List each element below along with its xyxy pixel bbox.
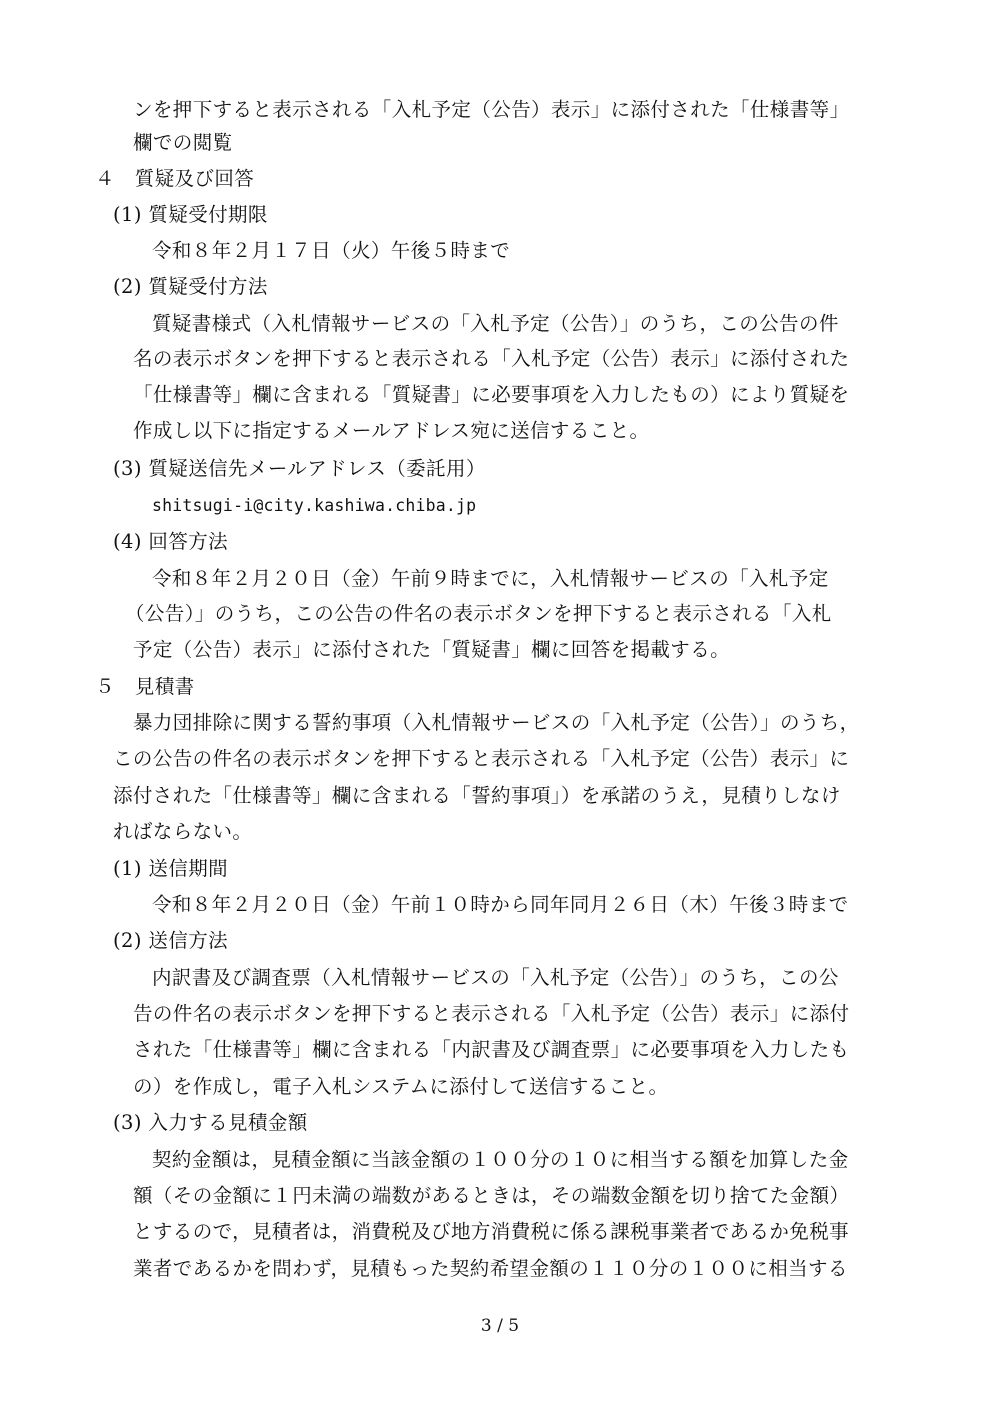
- section-5-2-body-line: された「仕様書等」欄に含まれる「内訳書及び調査票」に必要事項を入力したも: [133, 1038, 850, 1061]
- section-4-1-body: 令和８年２月１７日（火）午後５時まで: [152, 239, 511, 262]
- section-4-2-body-line: 質疑書様式（入札情報サービスの「入札予定（公告）」のうち，この公告の件: [152, 312, 839, 335]
- section-4-4-body-line: 令和８年２月２０日（金）午前９時までに，入札情報サービスの「入札予定: [152, 567, 829, 590]
- section-4-1-heading: (1) 質疑受付期限: [113, 203, 268, 226]
- section-5-body-line: 添付された「仕様書等」欄に含まれる「誓約事項」）を承諾のうえ，見積りしなけ: [113, 784, 841, 807]
- section-5-heading: ５ 見積書: [95, 675, 195, 698]
- section-5-body-line: ればならない。: [113, 820, 253, 843]
- section-5-2-body-line: 告の件名の表示ボタンを押下すると表示される「入札予定（公告）表示」に添付: [133, 1002, 850, 1025]
- section-5-3-heading: (3) 入力する見積金額: [113, 1111, 308, 1134]
- section-5-2-heading: (2) 送信方法: [113, 929, 229, 952]
- inquiry-email-address: shitsugi-i@city.kashiwa.chiba.jp: [152, 496, 477, 515]
- section-5-body-line: この公告の件名の表示ボタンを押下すると表示される「入札予定（公告）表示」に: [113, 747, 850, 770]
- section-5-1-heading: (1) 送信期間: [113, 857, 229, 880]
- section-5-1-body: 令和８年２月２０日（金）午前１０時から同年同月２６日（木）午後３時まで: [152, 893, 849, 916]
- section-4-4-heading: (4) 回答方法: [113, 530, 229, 553]
- section-4-3-heading: (3) 質疑送信先メールアドレス（委託用）: [113, 457, 486, 480]
- page-number: 3 / 5: [480, 1316, 520, 1336]
- intro-line-2: 欄での閲覧: [133, 131, 233, 154]
- section-5-3-body-line: 業者であるかを問わず，見積もった契約希望金額の１１０分の１００に相当する: [133, 1257, 848, 1280]
- section-4-heading: ４ 質疑及び回答: [95, 167, 255, 190]
- section-4-2-heading: (2) 質疑受付方法: [113, 275, 268, 298]
- section-4-2-body-line: 「仕様書等」欄に含まれる「質疑書」に必要事項を入力したもの）により質疑を: [133, 383, 850, 406]
- section-4-4-body-line: （公告）」のうち，この公告の件名の表示ボタンを押下すると表示される「入札: [125, 602, 832, 625]
- section-4-4-body-line: 予定（公告）表示」に添付された「質疑書」欄に回答を掲載する。: [133, 638, 731, 661]
- section-4-2-body-line: 作成し以下に指定するメールアドレス宛に送信すること。: [133, 419, 650, 442]
- section-4-2-body-line: 名の表示ボタンを押下すると表示される「入札予定（公告）表示」に添付された: [133, 347, 850, 370]
- section-5-body-line: 暴力団排除に関する誓約事項（入札情報サービスの「入札予定（公告）」のうち，: [133, 711, 860, 734]
- section-5-2-body-line: の）を作成し，電子入札システムに添付して送信すること。: [133, 1075, 669, 1098]
- section-5-3-body-line: 契約金額は，見積金額に当該金額の１００分の１０に相当する額を加算した金: [152, 1148, 849, 1171]
- section-5-3-body-line: 額（その金額に１円未満の端数があるときは，その端数金額を切り捨てた金額）: [133, 1184, 850, 1207]
- section-5-2-body-line: 内訳書及び調査票（入札情報サービスの「入札予定（公告）」のうち，この公: [152, 966, 839, 989]
- intro-line-1: ンを押下すると表示される「入札予定（公告）表示」に添付された「仕様書等」: [133, 98, 850, 121]
- section-5-3-body-line: とするので，見積者は，消費税及び地方消費税に係る課税事業者であるか免税事: [133, 1220, 850, 1243]
